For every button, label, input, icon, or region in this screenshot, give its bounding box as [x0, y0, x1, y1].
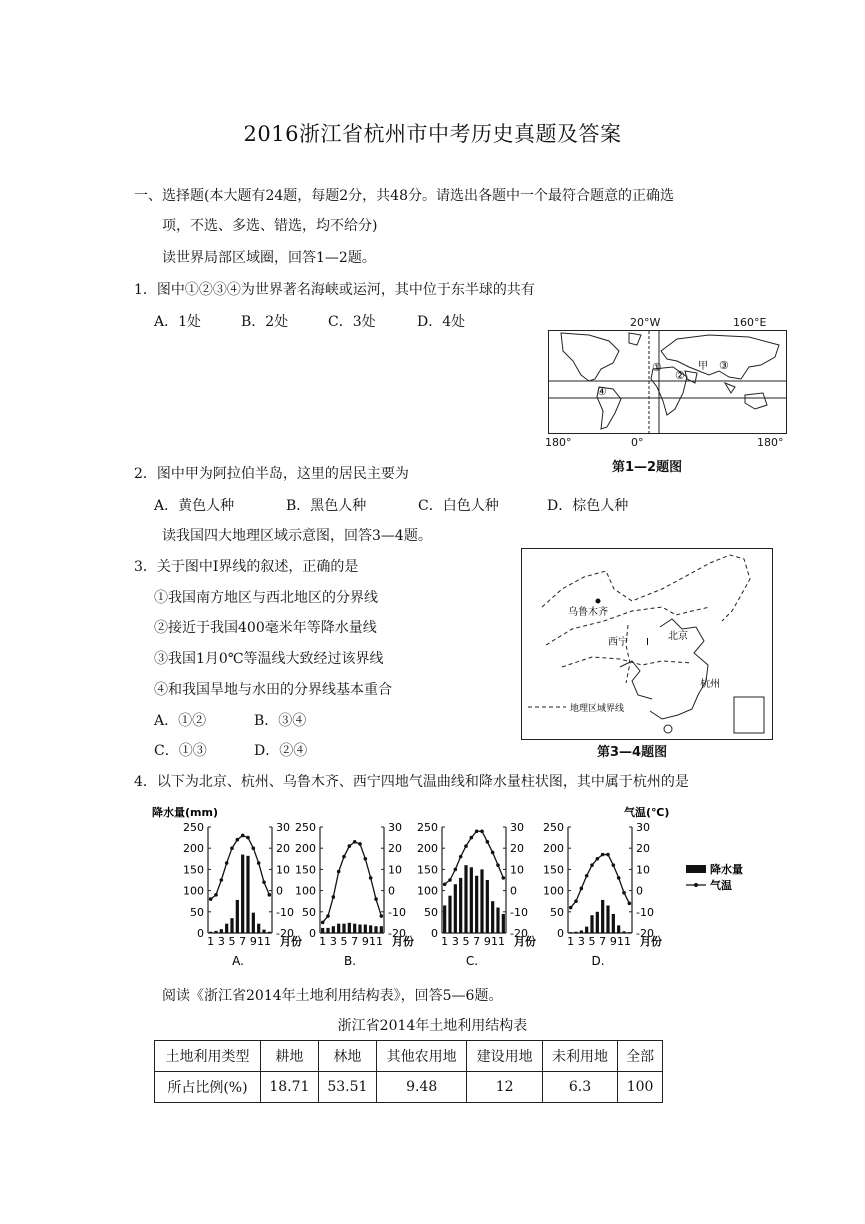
precip-bar [241, 855, 244, 933]
table-header-cell: 全部 [618, 1041, 663, 1072]
precip-bar [332, 926, 335, 933]
precip-bar [246, 856, 249, 933]
precip-bar [470, 867, 473, 933]
month-tick-label: 3 [577, 935, 585, 948]
temp-tick-label: 10 [388, 863, 402, 877]
temp-tick-label: 10 [510, 863, 524, 877]
city-beijing: 北京 [668, 631, 688, 642]
temp-point [459, 855, 463, 859]
temp-tick-label: -10 [388, 905, 406, 919]
q2-option-a: A．黄色人种 [154, 498, 235, 514]
temp-point [596, 857, 600, 861]
temp-point [241, 834, 245, 838]
temp-point [358, 842, 362, 846]
precip-tick-label: 100 [417, 884, 438, 898]
q3-item-3: ③我国1月0℃等温线大致经过该界线 [154, 651, 384, 667]
month-tick-label: 1 [319, 935, 327, 948]
temp-point [443, 882, 447, 886]
marker-2: ② [675, 369, 685, 382]
q1-option-b: B．2处 [241, 314, 289, 330]
temp-point [353, 840, 357, 844]
temp-point [486, 840, 490, 844]
q1-option-c: C．3处 [328, 314, 376, 330]
precip-bar [612, 914, 615, 933]
q3-options-row2 [154, 741, 307, 761]
precip-bar [380, 926, 383, 933]
precip-bar [321, 928, 324, 933]
month-tick-label: 1 [207, 935, 215, 948]
intro-q3-4: 读我国四大地理区域示意图，回答3—4题。 [162, 528, 432, 544]
precip-bar [257, 924, 260, 933]
precip-bar [209, 932, 212, 933]
precip-bar [252, 913, 255, 933]
precip-bar [459, 878, 462, 933]
map1-caption: 第1—2题图 [612, 460, 683, 475]
precip-tick-label: 250 [295, 821, 316, 834]
temp-tick-label: 30 [510, 821, 524, 834]
table-header-cell: 林地 [318, 1041, 376, 1072]
precip-tick-label: 0 [557, 927, 564, 940]
map1-label-180w: 180° [545, 436, 572, 449]
month-tick-label: 3 [451, 935, 459, 948]
table-caption: 浙江省2014年土地利用结构表 [337, 1018, 528, 1034]
temp-line [323, 842, 382, 923]
temp-axis-title: 气温(℃) [624, 806, 670, 819]
table-row [155, 1072, 663, 1103]
precip-bar [374, 926, 377, 933]
chart-panel-label: C. [465, 954, 479, 968]
legend-line-label: 气温 [710, 879, 732, 892]
table-cell: 9.48 [376, 1072, 467, 1103]
precip-bar [475, 876, 478, 933]
q4-stem: 4．以下为北京、杭州、乌鲁木齐、西宁四地气温曲线和降水量柱状图，其中属于杭州的是 [134, 774, 689, 790]
page-title: 2016浙江省杭州市中考历史真题及答案 [243, 122, 622, 146]
precip-bar [236, 900, 239, 933]
precip-tick-label: 0 [309, 927, 316, 940]
temp-point [475, 829, 479, 833]
precip-bar [628, 932, 631, 933]
temp-tick-label: 0 [276, 884, 283, 898]
q2-option-c: C．白色人种 [418, 498, 499, 514]
temp-tick-label: 20 [276, 842, 290, 856]
temp-tick-label: 0 [388, 884, 395, 898]
precip-bar [262, 930, 265, 933]
precip-tick-label: 100 [183, 884, 204, 898]
table-cell: 53.51 [318, 1072, 376, 1103]
temp-line [445, 831, 504, 884]
precip-bar [574, 932, 577, 933]
temp-point [348, 844, 352, 848]
temp-point [617, 876, 621, 880]
precip-bar [480, 869, 483, 933]
precip-tick-label: 200 [295, 842, 316, 856]
month-tick-label: 5 [588, 935, 596, 948]
month-tick-label: 1 [441, 935, 449, 948]
precip-bar [342, 924, 345, 933]
q3-option-b: B．③④ [254, 713, 307, 729]
temp-tick-label: 20 [388, 842, 402, 856]
table-header-cell: 未利用地 [542, 1041, 617, 1072]
month-tick-label: 9 [483, 935, 491, 948]
marker-3: ③ [719, 359, 729, 372]
roman-boundary-label: Ⅰ [646, 637, 649, 648]
temp-point [380, 914, 384, 918]
q1-options [154, 312, 465, 332]
precip-tick-label: 250 [183, 821, 204, 834]
temp-point [374, 897, 378, 901]
month-axis-label: 月份 [514, 935, 536, 948]
month-axis-label: 月份 [640, 935, 662, 948]
map1-label-160e: 160°E [733, 316, 767, 329]
precip-bar [353, 924, 356, 933]
precip-bar [569, 932, 572, 933]
precip-tick-label: 100 [295, 884, 316, 898]
table-cell: 6.3 [542, 1072, 617, 1103]
precip-bar [448, 896, 451, 933]
table-header-cell: 其他农用地 [376, 1041, 467, 1072]
precip-bar [220, 929, 223, 933]
temp-point [590, 863, 594, 867]
month-tick-label: 7 [239, 935, 247, 948]
q1-option-d: D．4处 [417, 314, 466, 330]
temp-point [369, 876, 373, 880]
chart-panel-label: D. [591, 954, 605, 968]
precip-axis-title: 降水量(mm) [152, 806, 218, 819]
temp-point [569, 906, 573, 910]
climate-charts-svg [150, 805, 760, 975]
city-xining: 西宁 [608, 637, 628, 648]
precip-bar [364, 925, 367, 933]
china-map-drawing [522, 549, 772, 739]
temp-tick-label: -20 [636, 927, 654, 940]
temp-tick-label: -20 [510, 927, 528, 940]
precip-bar [496, 908, 499, 933]
marker-1: ① [652, 361, 662, 374]
q3-item-2: ②接近于我国400毫米年等降水量线 [154, 620, 377, 636]
temp-tick-label: 30 [636, 821, 650, 834]
q3-item-4: ④和我国旱地与水田的分界线基本重合 [154, 682, 392, 698]
q1-option-a: A．1处 [154, 314, 202, 330]
urumqi-dot [596, 599, 601, 604]
temp-point [257, 861, 261, 865]
temp-tick-label: 0 [636, 884, 643, 898]
map2-legend: 地理区域界线 [570, 704, 625, 714]
precip-tick-label: 50 [424, 905, 438, 919]
temp-point [464, 844, 468, 848]
temp-point [337, 870, 341, 874]
temp-tick-label: -10 [276, 905, 294, 919]
world-map-figure [545, 316, 790, 456]
world-map [548, 330, 787, 434]
precip-bar [491, 901, 494, 933]
q3-option-a: A．①② [154, 713, 207, 729]
chart-panel-label: A. [232, 954, 244, 968]
precip-bar [230, 918, 233, 933]
map2-caption: 第3—4题图 [597, 745, 668, 760]
temp-point [601, 853, 605, 857]
temp-point [268, 893, 272, 897]
temp-point [502, 876, 506, 880]
world-map-drawing [549, 331, 786, 433]
temp-point [230, 846, 234, 850]
table-header-row [155, 1041, 663, 1072]
precip-bar [580, 930, 583, 933]
temp-point [628, 902, 632, 906]
chart-panel-label: B. [343, 954, 357, 968]
precip-tick-label: 0 [431, 927, 438, 940]
precip-tick-label: 50 [550, 905, 564, 919]
temp-point [612, 863, 616, 867]
q2-stem: 2．图中甲为阿拉伯半岛，这里的居民主要为 [134, 466, 409, 482]
intro-q5-6: 阅读《浙江省2014年土地利用结构表》，回答5—6题。 [162, 988, 503, 1004]
precip-tick-label: 150 [543, 863, 564, 877]
precip-bar [606, 905, 609, 933]
temp-point [470, 836, 474, 840]
precip-bar [337, 924, 340, 933]
month-tick-label: 5 [462, 935, 470, 948]
precip-bar [622, 931, 625, 933]
temp-point [622, 891, 626, 895]
table-cell: 100 [618, 1072, 663, 1103]
temp-tick-label: 0 [510, 884, 517, 898]
q3-option-c: C．①③ [154, 743, 207, 759]
month-tick-label: 9 [249, 935, 257, 948]
precip-bar [464, 865, 467, 933]
map1-label-180e: 180° [757, 436, 784, 449]
temp-point [606, 853, 610, 857]
temp-point [496, 863, 500, 867]
section-heading-line2: 项，不选、多选、错选，均不给分) [162, 218, 378, 234]
precip-bar [225, 924, 228, 933]
china-map [521, 548, 773, 740]
month-tick-label: 5 [228, 935, 236, 948]
month-tick-label: 11 [491, 935, 505, 948]
temp-point [326, 914, 330, 918]
temp-point [246, 836, 250, 840]
temp-point [332, 895, 336, 899]
precip-tick-label: 250 [543, 821, 564, 834]
climate-charts [150, 805, 760, 975]
q3-stem: 3．关于图中Ⅰ界线的叙述，正确的是 [134, 559, 359, 575]
precip-tick-label: 150 [183, 863, 204, 877]
section-heading-line1: 一、选择题(本大题有24题，每题2分，共48分。请选出各题中一个最符合题意的正确选 [134, 188, 674, 204]
precip-tick-label: 0 [197, 927, 204, 940]
temp-point [454, 868, 458, 872]
precip-bar [348, 923, 351, 933]
temp-line [571, 855, 630, 908]
temp-point [225, 861, 229, 865]
month-tick-label: 9 [609, 935, 617, 948]
precip-bar [443, 905, 446, 933]
city-hangzhou: 杭州 [700, 679, 720, 690]
month-tick-label: 9 [361, 935, 369, 948]
temp-tick-label: 30 [388, 821, 402, 834]
table-cell: 所占比例(%) [155, 1072, 261, 1103]
precip-bar [454, 884, 457, 933]
table-cell: 18.71 [260, 1072, 318, 1103]
legend-bar-swatch [686, 865, 706, 873]
land-use-table [154, 1040, 663, 1103]
precip-tick-label: 200 [417, 842, 438, 856]
precip-bar [214, 931, 217, 933]
precip-tick-label: 50 [302, 905, 316, 919]
precip-bar [590, 915, 593, 933]
q2-option-d: D．棕色人种 [547, 498, 629, 514]
marker-4: ④ [597, 385, 607, 398]
temp-tick-label: 20 [510, 842, 524, 856]
temp-tick-label: 10 [636, 863, 650, 877]
q3-item-1: ①我国南方地区与西北地区的分界线 [154, 590, 378, 606]
precip-bar [486, 880, 489, 933]
legend-bar-label: 降水量 [710, 863, 743, 876]
precip-bar [585, 927, 588, 933]
temp-tick-label: -10 [510, 905, 528, 919]
temp-point [342, 855, 346, 859]
temp-point [252, 846, 256, 850]
legend-line-marker [694, 883, 698, 887]
precip-bar [502, 914, 505, 933]
map1-label-20w: 20°W [630, 316, 661, 329]
month-tick-label: 1 [567, 935, 575, 948]
table-cell: 12 [467, 1072, 542, 1103]
table-header-cell: 土地利用类型 [155, 1041, 261, 1072]
marker-jia: 甲 [698, 361, 708, 372]
temp-point [585, 874, 589, 878]
precip-bar [601, 900, 604, 933]
precip-tick-label: 200 [543, 842, 564, 856]
precip-bar [326, 928, 329, 933]
precip-tick-label: 200 [183, 842, 204, 856]
temp-tick-label: -10 [636, 905, 654, 919]
temp-point [580, 887, 584, 891]
month-tick-label: 7 [351, 935, 359, 948]
precip-tick-label: 250 [417, 821, 438, 834]
q2-options [154, 496, 628, 516]
precip-tick-label: 150 [295, 863, 316, 877]
q1-stem: 1．图中①②③④为世界著名海峡或运河，其中位于东半球的共有 [134, 282, 535, 298]
temp-point [480, 829, 484, 833]
month-tick-label: 3 [329, 935, 337, 948]
precip-bar [369, 925, 372, 933]
table-header-cell: 耕地 [260, 1041, 318, 1072]
city-urumqi: 乌鲁木齐 [568, 607, 608, 618]
month-tick-label: 5 [340, 935, 348, 948]
temp-point [491, 851, 495, 855]
temp-line [211, 835, 270, 899]
precip-bar [617, 925, 620, 933]
precip-tick-label: 150 [417, 863, 438, 877]
month-tick-label: 11 [369, 935, 383, 948]
month-tick-label: 11 [617, 935, 631, 948]
temp-tick-label: 10 [276, 863, 290, 877]
temp-point [321, 921, 325, 925]
precip-bar [268, 932, 271, 933]
temp-tick-label: 30 [276, 821, 290, 834]
q2-option-b: B．黑色人种 [286, 498, 367, 514]
q3-option-d: D．②④ [254, 743, 308, 759]
temp-tick-label: -20 [388, 927, 406, 940]
month-axis-label: 月份 [392, 935, 414, 948]
temp-point [220, 878, 224, 882]
q3-options-row1 [154, 711, 306, 731]
temp-point [236, 838, 240, 842]
intro-q1-2: 读世界局部区域圈，回答1—2题。 [162, 250, 376, 266]
month-tick-label: 3 [217, 935, 225, 948]
month-tick-label: 11 [257, 935, 271, 948]
precip-tick-label: 50 [190, 905, 204, 919]
temp-point [209, 897, 213, 901]
precip-tick-label: 100 [543, 884, 564, 898]
temp-tick-label: -20 [276, 927, 294, 940]
month-axis-label: 月份 [280, 935, 302, 948]
temp-point [262, 880, 266, 884]
temp-tick-label: 20 [636, 842, 650, 856]
temp-point [448, 878, 452, 882]
temp-point [574, 899, 578, 903]
precip-bar [596, 912, 599, 933]
temp-point [214, 893, 218, 897]
map1-label-0: 0° [631, 436, 644, 449]
table-header-cell: 建设用地 [467, 1041, 542, 1072]
month-tick-label: 7 [473, 935, 481, 948]
month-tick-label: 7 [599, 935, 607, 948]
precip-bar [358, 925, 361, 933]
temp-point [364, 857, 368, 861]
